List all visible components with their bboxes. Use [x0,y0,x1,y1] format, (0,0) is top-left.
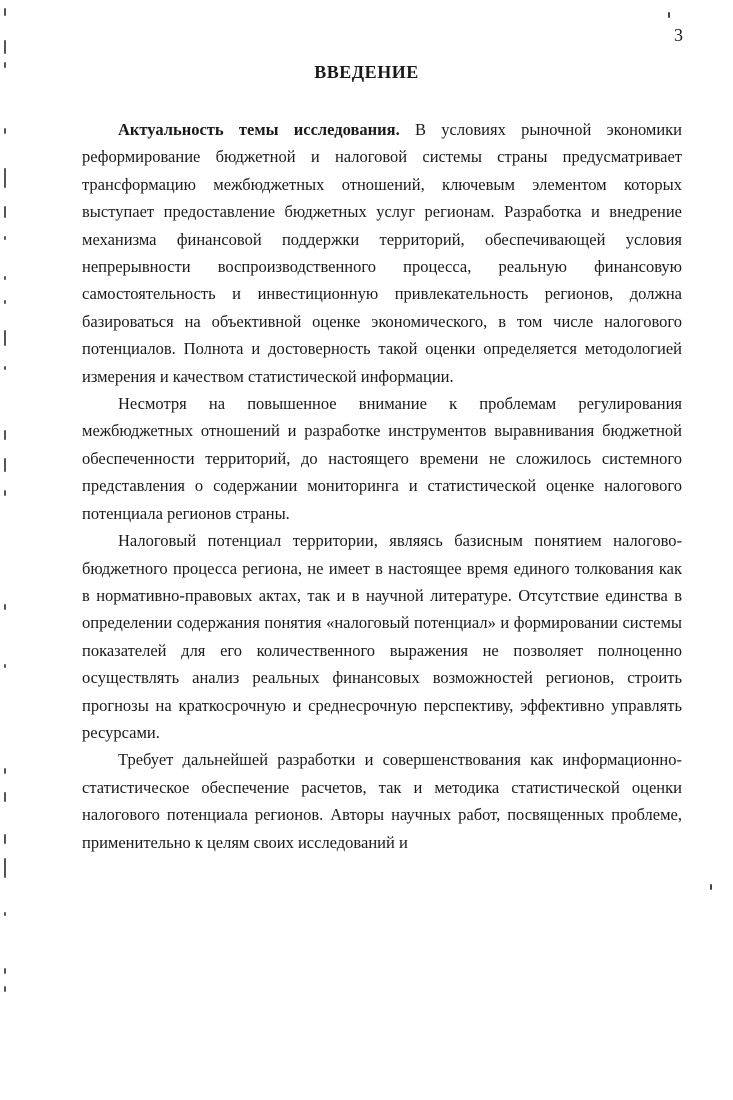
scan-mark [4,206,6,218]
body-text [82,116,682,856]
scan-mark [4,490,6,496]
scan-mark [4,912,6,916]
scan-mark [4,834,6,844]
scan-mark [4,330,6,346]
paragraph-text: В условиях рыночной экономики реформирование бюджетной и налоговой системы страны предусматривает трансформацию межбюджетных отношений, ключевым элементом которых выступает предоставление бюджетных услуг регионам. Разработка и внедрение механизма финансовой поддержки территорий, обеспечивающей условия непрерывности воспроизводственного процесса, реальную финансовую самостоятельность и инвестиционную привлекательность регионов, должна базироваться на объективной оценке экономического, в том числе налогового потенциалов. Полнота и достоверность такой оценки определяется методологией измерения и качеством статистической информации. [82,120,682,386]
scan-mark [4,664,6,668]
scan-mark [4,986,6,992]
scan-mark [4,8,6,16]
scan-mark [4,128,6,134]
scan-mark [4,792,6,802]
scan-mark [4,366,6,370]
scan-mark [4,276,6,280]
scan-mark [4,458,6,472]
scan-mark [4,236,6,240]
scan-mark [4,168,6,188]
paragraph [82,116,682,390]
scan-mark [4,604,6,610]
scan-mark [668,12,670,18]
paragraph-lead: Актуальность темы исследования. [118,120,400,139]
paragraph: Требует дальнейшей разработки и совершенствования как информационно-статистическое обеспечение расчетов, так и методика статистической оценки налогового потенциала регионов. Авторы научных работ, посвященных проблеме, применительно к целям своих исследований и [82,750,682,852]
scan-mark [710,884,712,890]
scan-margin-marks [4,0,16,1100]
scan-mark [4,300,6,304]
paragraph: Налоговый потенциал территории, являясь базисным понятием налогово-бюджетного процесса региона, не имеет в настоящее время единого толкования как в нормативно-правовых актах, так и в научной литературе. Отсутствие единства в определении содержания понятия «налоговый потенциал» и формировании системы показателей для его количественного выражения не позволяет полноценно осуществлять анализ реальных финансовых возможностей регионов, строить прогнозы на краткосрочную и среднесрочную перспективу, эффективно управлять ресурсами. [82,531,682,742]
page-title: ВВЕДЕНИЕ [314,62,419,82]
scan-mark [4,768,6,774]
scan-mark [4,40,6,54]
page-number: 3 [674,25,683,45]
scan-mark [4,858,6,878]
paragraph: Несмотря на повышенное внимание к проблемам регулирования межбюджетных отношений и разработке инструментов выравнивания бюджетной обеспеченности территорий, до настоящего времени не сложилось системного представления о содержании мониторинга и статистической оценке налогового потенциала регионов страны. [82,394,682,523]
scan-mark [4,430,6,440]
scan-mark [4,968,6,974]
